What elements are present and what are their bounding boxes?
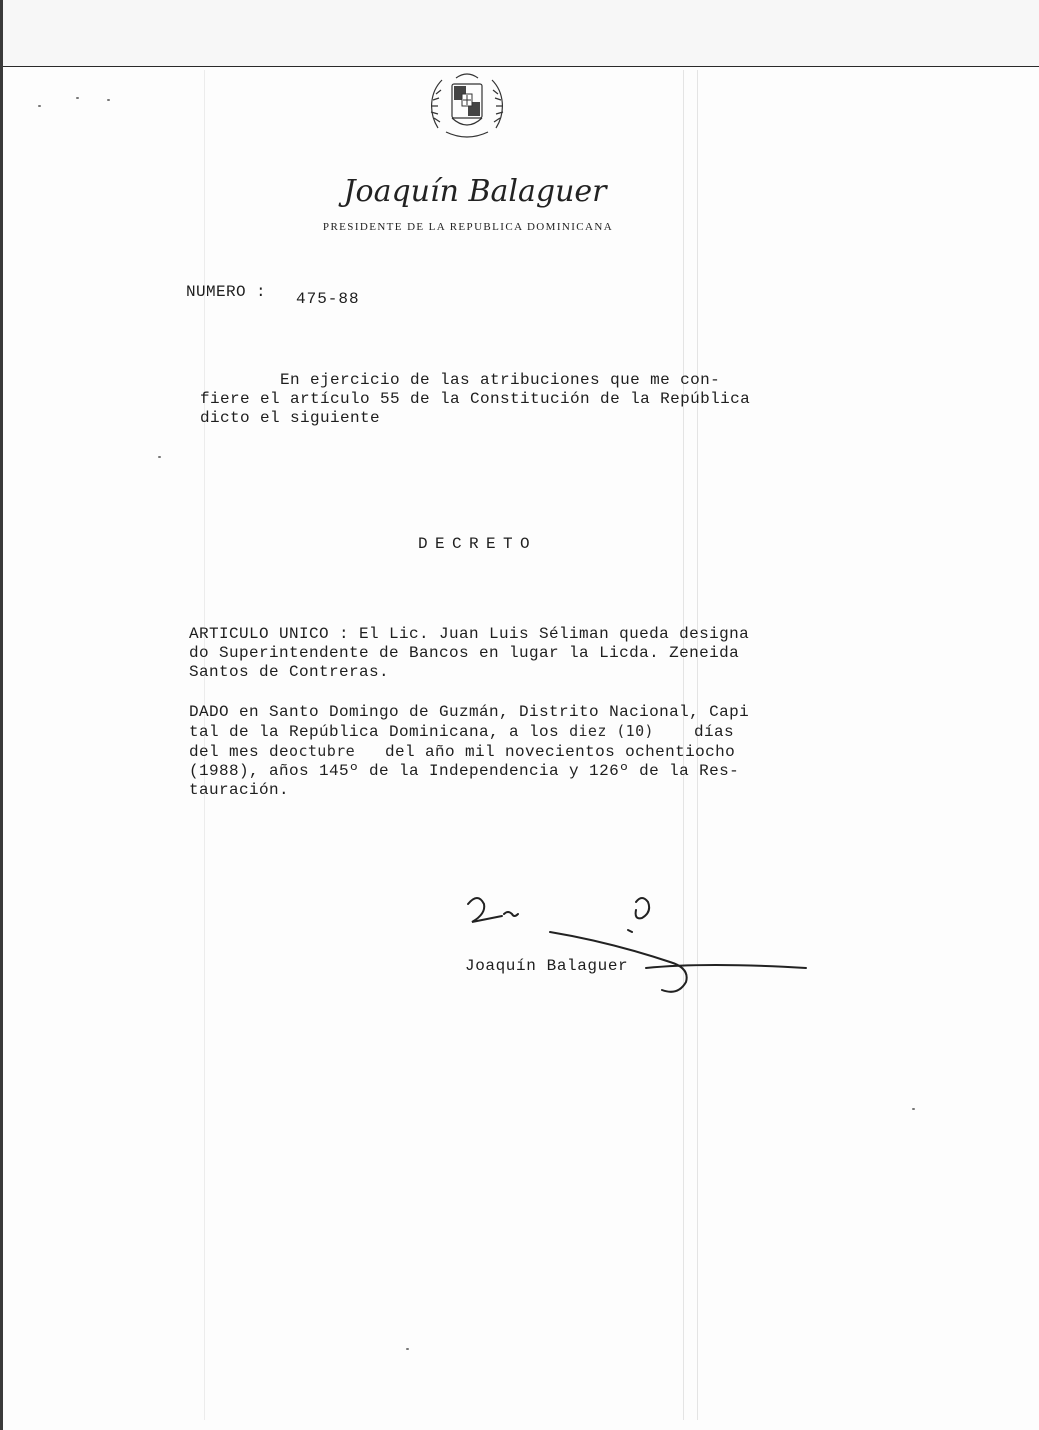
decree-number-label: NUMERO : [186, 283, 267, 301]
handwritten-signature [460, 890, 810, 1000]
scan-speck [912, 1108, 915, 1110]
letterhead-signature [330, 165, 620, 215]
intro-paragraph: En ejercicio de las atribuciones que me con- fiere el artículo 55 de la Constitución de la República dicto el siguiente [200, 371, 751, 427]
scan-speck [107, 99, 110, 101]
scan-speck [76, 97, 79, 99]
given-line: del mes de [189, 743, 290, 761]
decree-number: 475-88 [296, 290, 360, 308]
given-line: tauración. [189, 781, 290, 799]
given-line: del año mil novecientos ochentiocho [355, 743, 736, 761]
coat-of-arms-icon [426, 70, 508, 150]
given-line: (1988), años 145º de la Independencia y 126º de la Res- [189, 762, 740, 780]
scan-speck [158, 456, 161, 458]
scan-speck [406, 1348, 409, 1350]
decree-heading: DECRETO [418, 535, 538, 553]
scan-speck [38, 105, 41, 107]
day-filled: diez (10) [569, 722, 654, 740]
article-paragraph: ARTICULO UNICO : El Lic. Juan Luis Séliman queda designa do Superintendente de Bancos en lugar la Licda. Zeneida Santos de Contreras. [189, 625, 750, 681]
scanner-top-band [0, 0, 1039, 67]
given-line: DADO en Santo Domingo de Guzmán, Distrito Nacional, Capi [189, 703, 750, 721]
given-line: tal de la República Dominicana, a los [189, 723, 570, 741]
given-line: días [653, 723, 734, 741]
month-filled: octubre [289, 742, 356, 760]
letterhead-name: Joaquín Balaguer [343, 174, 607, 209]
scanner-left-edge [0, 0, 3, 1430]
given-paragraph [189, 703, 749, 800]
signer-name: Joaquín Balaguer [465, 957, 629, 975]
letterhead-title: PRESIDENTE DE LA REPUBLICA DOMINICANA [322, 221, 614, 233]
